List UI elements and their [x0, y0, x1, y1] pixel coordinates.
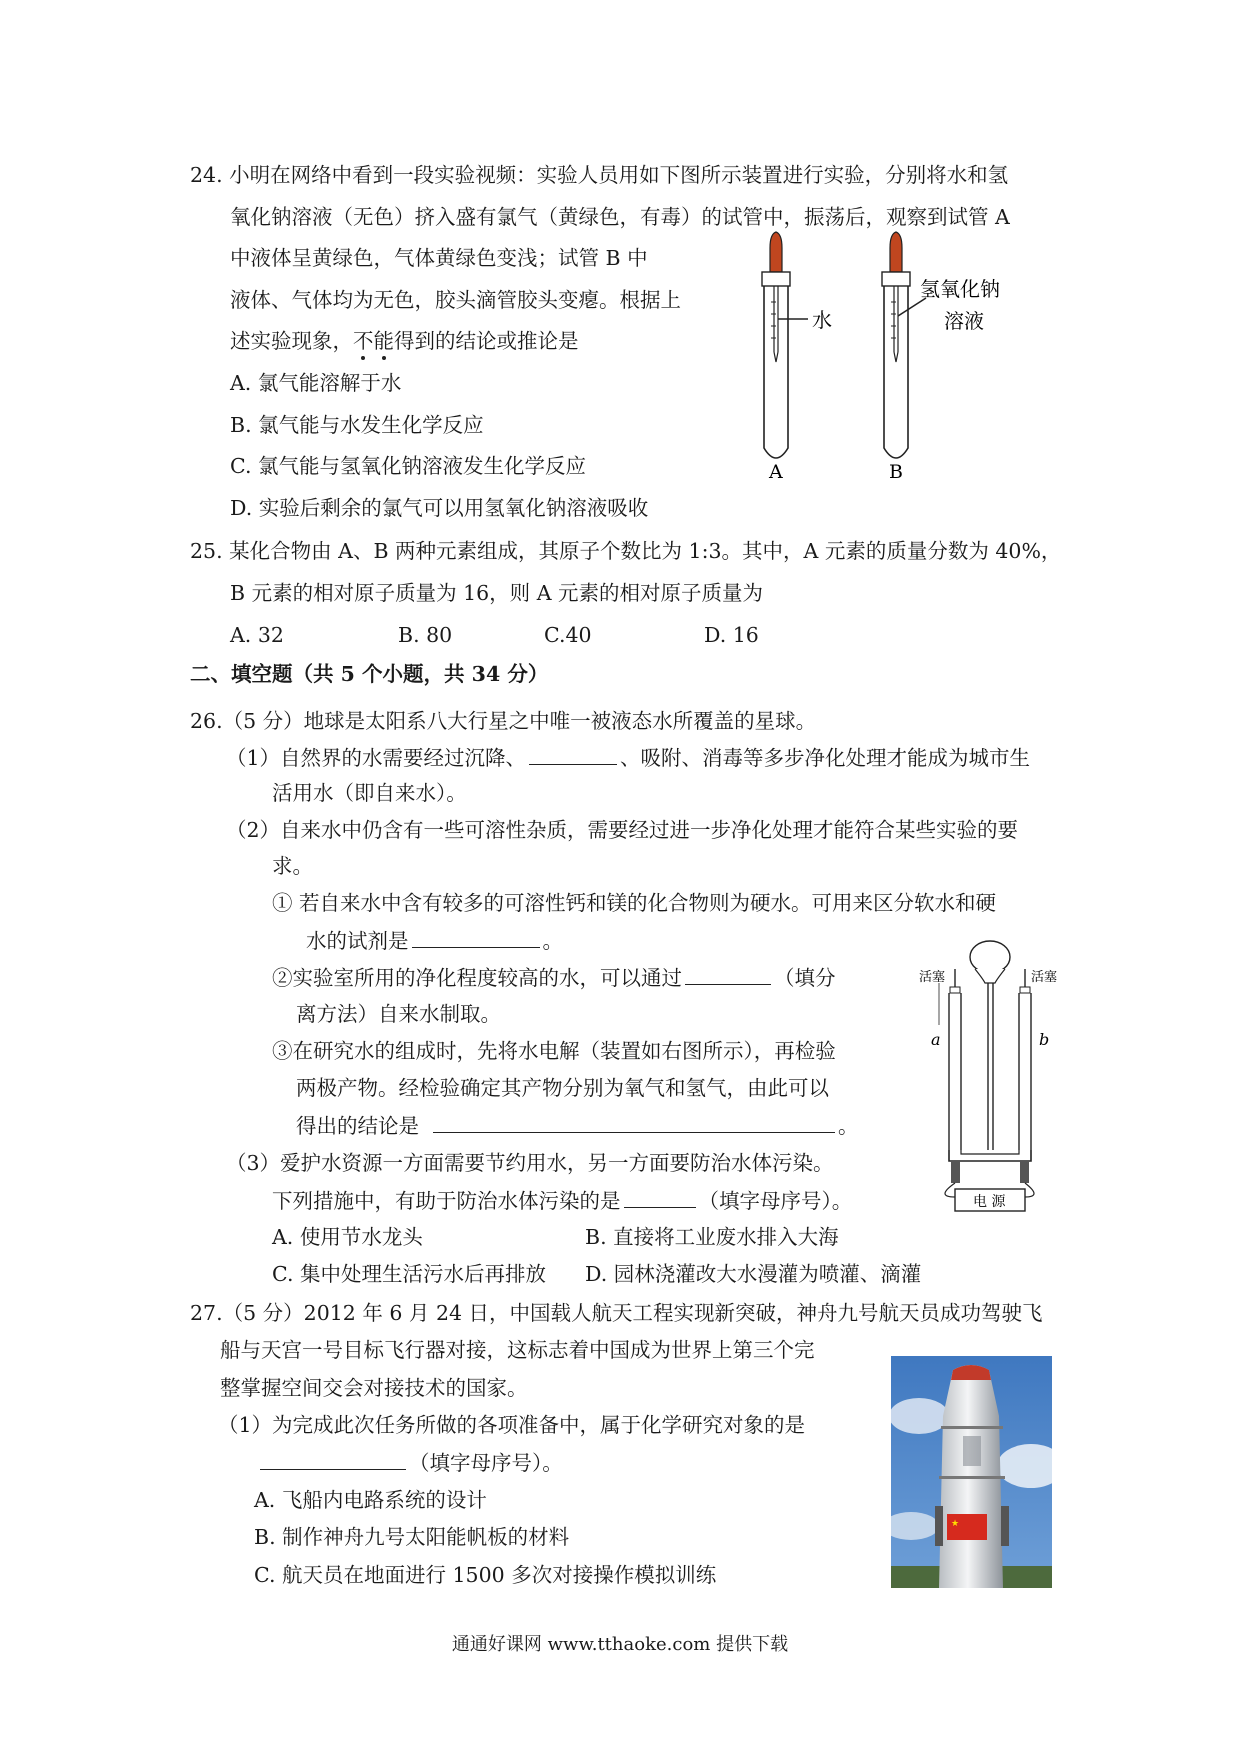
q26-part3-line-a: （3）爱护水资源一方面需要节约用水，另一方面要防治水体污染。: [226, 1151, 834, 1175]
label-tube-a: A: [769, 461, 783, 483]
q24-option-b: B. 氯气能与水发生化学反应: [230, 413, 484, 437]
label-valve-right: 活塞: [1031, 970, 1058, 985]
label-electrode-b: b: [1039, 1030, 1050, 1049]
q26-part2-line-a: （2）自来水中仍含有一些可溶性杂质，需要经过进一步净化处理才能符合某些实验的要: [226, 818, 1019, 842]
q27-option-b: B. 制作神舟九号太阳能帆板的材料: [254, 1525, 570, 1549]
label-water: 水: [812, 308, 832, 332]
q26-option-a: A. 使用节水龙头: [272, 1225, 423, 1249]
q25-option-b: B. 80: [398, 623, 453, 647]
electrolysis-figure: [915, 935, 1065, 1225]
q26-line-1: 26.（5 分）地球是太阳系八大行星之中唯一被液态水所覆盖的星球。: [190, 709, 817, 733]
q26-option-d: D. 园林浇灌改大水漫灌为喷灌、滴灌: [585, 1262, 922, 1286]
q26-part3-line-b: [272, 1185, 852, 1216]
q27-line-1: 27.（5 分）2012 年 6 月 24 日，中国载人航天工程实现新突破，神舟九号航天员成功驾驶飞: [190, 1301, 1043, 1325]
q25-line-2: B 元素的相对原子质量为 16，则 A 元素的相对原子质量为: [230, 581, 764, 605]
answer-blank[interactable]: [624, 1185, 696, 1208]
q25-line-1: 25. 某化合物由 A、B 两种元素组成，其原子个数比为 1:3。其中，A 元素的质量分数为 40%，: [190, 539, 1062, 563]
tube-a: [762, 232, 808, 458]
label-electrode-a: a: [931, 1030, 941, 1049]
q24-option-c: C. 氯气能与氢氧化钠溶液发生化学反应: [230, 454, 586, 478]
q24-line-5-post: 得到的结论或推论是: [394, 329, 579, 353]
q27-line-3: 整掌握空间交会对接技术的国家。: [220, 1376, 528, 1400]
q25-option-d: D. 16: [704, 623, 759, 647]
q26-part3-pre: 下列措施中，有助于防治水体污染的是: [272, 1189, 621, 1213]
q26-item2-line-b: 离方法）自来水制取。: [296, 1002, 501, 1026]
q27-part1-post: （填字母序号）。: [409, 1451, 563, 1475]
q26-item1-post: 。: [542, 929, 563, 953]
q24-option-a: A. 氯气能溶解于水: [230, 371, 402, 395]
q26-item1-pre: 水的试剂是: [306, 929, 409, 953]
q26-part1-post: 、吸附、消毒等多步净化处理才能成为城市生: [620, 746, 1031, 770]
q26-item3-line-c: [296, 1110, 859, 1141]
svg-text:★: ★: [951, 1519, 960, 1529]
q25-option-c: C.40: [544, 623, 592, 647]
spacecraft-photo: [891, 1356, 1052, 1588]
tube-b: [882, 232, 926, 458]
q27-line-2: 船与天宫一号目标飞行器对接，这标志着中国成为世界上第三个完: [220, 1338, 815, 1362]
q24-line-4: 液体、气体均为无色，胶头滴管胶头变瘪。根据上: [230, 288, 681, 312]
q26-part2-line-b: 求。: [272, 854, 313, 878]
q26-part1-line-a: [226, 742, 1030, 773]
q26-item3-line-b: 两极产物。经检验确定其产物分别为氧气和氢气，由此可以: [296, 1076, 829, 1100]
q26-part1-line-b: 活用水（即自来水）。: [272, 781, 467, 805]
section-heading: 二、填空题（共 5 个小题，共 34 分）: [190, 662, 549, 686]
q26-item2-line-a: [272, 962, 836, 993]
answer-blank[interactable]: [260, 1447, 406, 1470]
page-footer: 通通好课网 www.tthaoke.com 提供下载: [451, 1634, 789, 1655]
label-valve-left: 活塞: [919, 970, 946, 985]
q26-item1-line-b: [306, 925, 563, 956]
q26-item3-line-a: ③在研究水的组成时，先将水电解（装置如右图所示），再检验: [272, 1039, 836, 1063]
answer-blank[interactable]: [433, 1110, 835, 1133]
answer-blank[interactable]: [685, 962, 771, 985]
q27-option-c: C. 航天员在地面进行 1500 多次对接操作模拟训练: [254, 1563, 717, 1587]
q26-item2-post: （填分: [774, 966, 836, 990]
answer-blank[interactable]: [412, 925, 540, 948]
label-naoh-1: 氢氧化钠: [920, 277, 1000, 301]
q27-option-a: A. 飞船内电路系统的设计: [254, 1488, 487, 1512]
answer-blank[interactable]: [529, 742, 617, 765]
label-tube-b: B: [889, 461, 903, 483]
q26-option-c: C. 集中处理生活污水后再排放: [272, 1262, 546, 1286]
q27-part1-line-b: [260, 1447, 563, 1478]
q26-part3-post: （填字母序号）。: [698, 1189, 853, 1213]
q24-option-d: D. 实验后剩余的氯气可以用氢氧化钠溶液吸收: [230, 496, 649, 520]
q26-item3-pre: 得出的结论是: [296, 1114, 419, 1138]
emphasis-dot-char: 能: [373, 329, 394, 353]
q25-option-a: A. 32: [230, 623, 284, 647]
q24-line-1: 24. 小明在网络中看到一段实验视频：实验人员用如下图所示装置进行实验，分别将水和氢: [190, 163, 1009, 187]
q24-line-5-pre: 述实验现象，: [230, 329, 353, 353]
q24-line-5: [230, 326, 579, 356]
q26-item3-post: 。: [838, 1114, 859, 1138]
emphasis-dot-char: 不: [353, 329, 374, 353]
q26-option-b: B. 直接将工业废水排入大海: [585, 1225, 839, 1249]
label-naoh-2: 溶液: [944, 309, 984, 333]
q26-item1-line-a: ① 若自来水中含有较多的可溶性钙和镁的化合物则为硬水。可用来区分软水和硬: [272, 891, 997, 915]
q26-item2-pre: ②实验室所用的净化程度较高的水，可以通过: [272, 966, 682, 990]
test-tube-figure: [740, 228, 1040, 488]
q26-part1-pre: （1）自然界的水需要经过沉降、: [226, 746, 527, 770]
q27-part1-line-a: （1）为完成此次任务所做的各项准备中，属于化学研究对象的是: [218, 1413, 806, 1437]
q24-line-2: 氧化钠溶液（无色）挤入盛有氯气（黄绿色，有毒）的试管中，振荡后，观察到试管 A: [230, 205, 1010, 229]
q24-line-3: 中液体呈黄绿色，气体黄绿色变浅；试管 B 中: [230, 246, 648, 270]
label-power-source: 电 源: [973, 1194, 1006, 1210]
